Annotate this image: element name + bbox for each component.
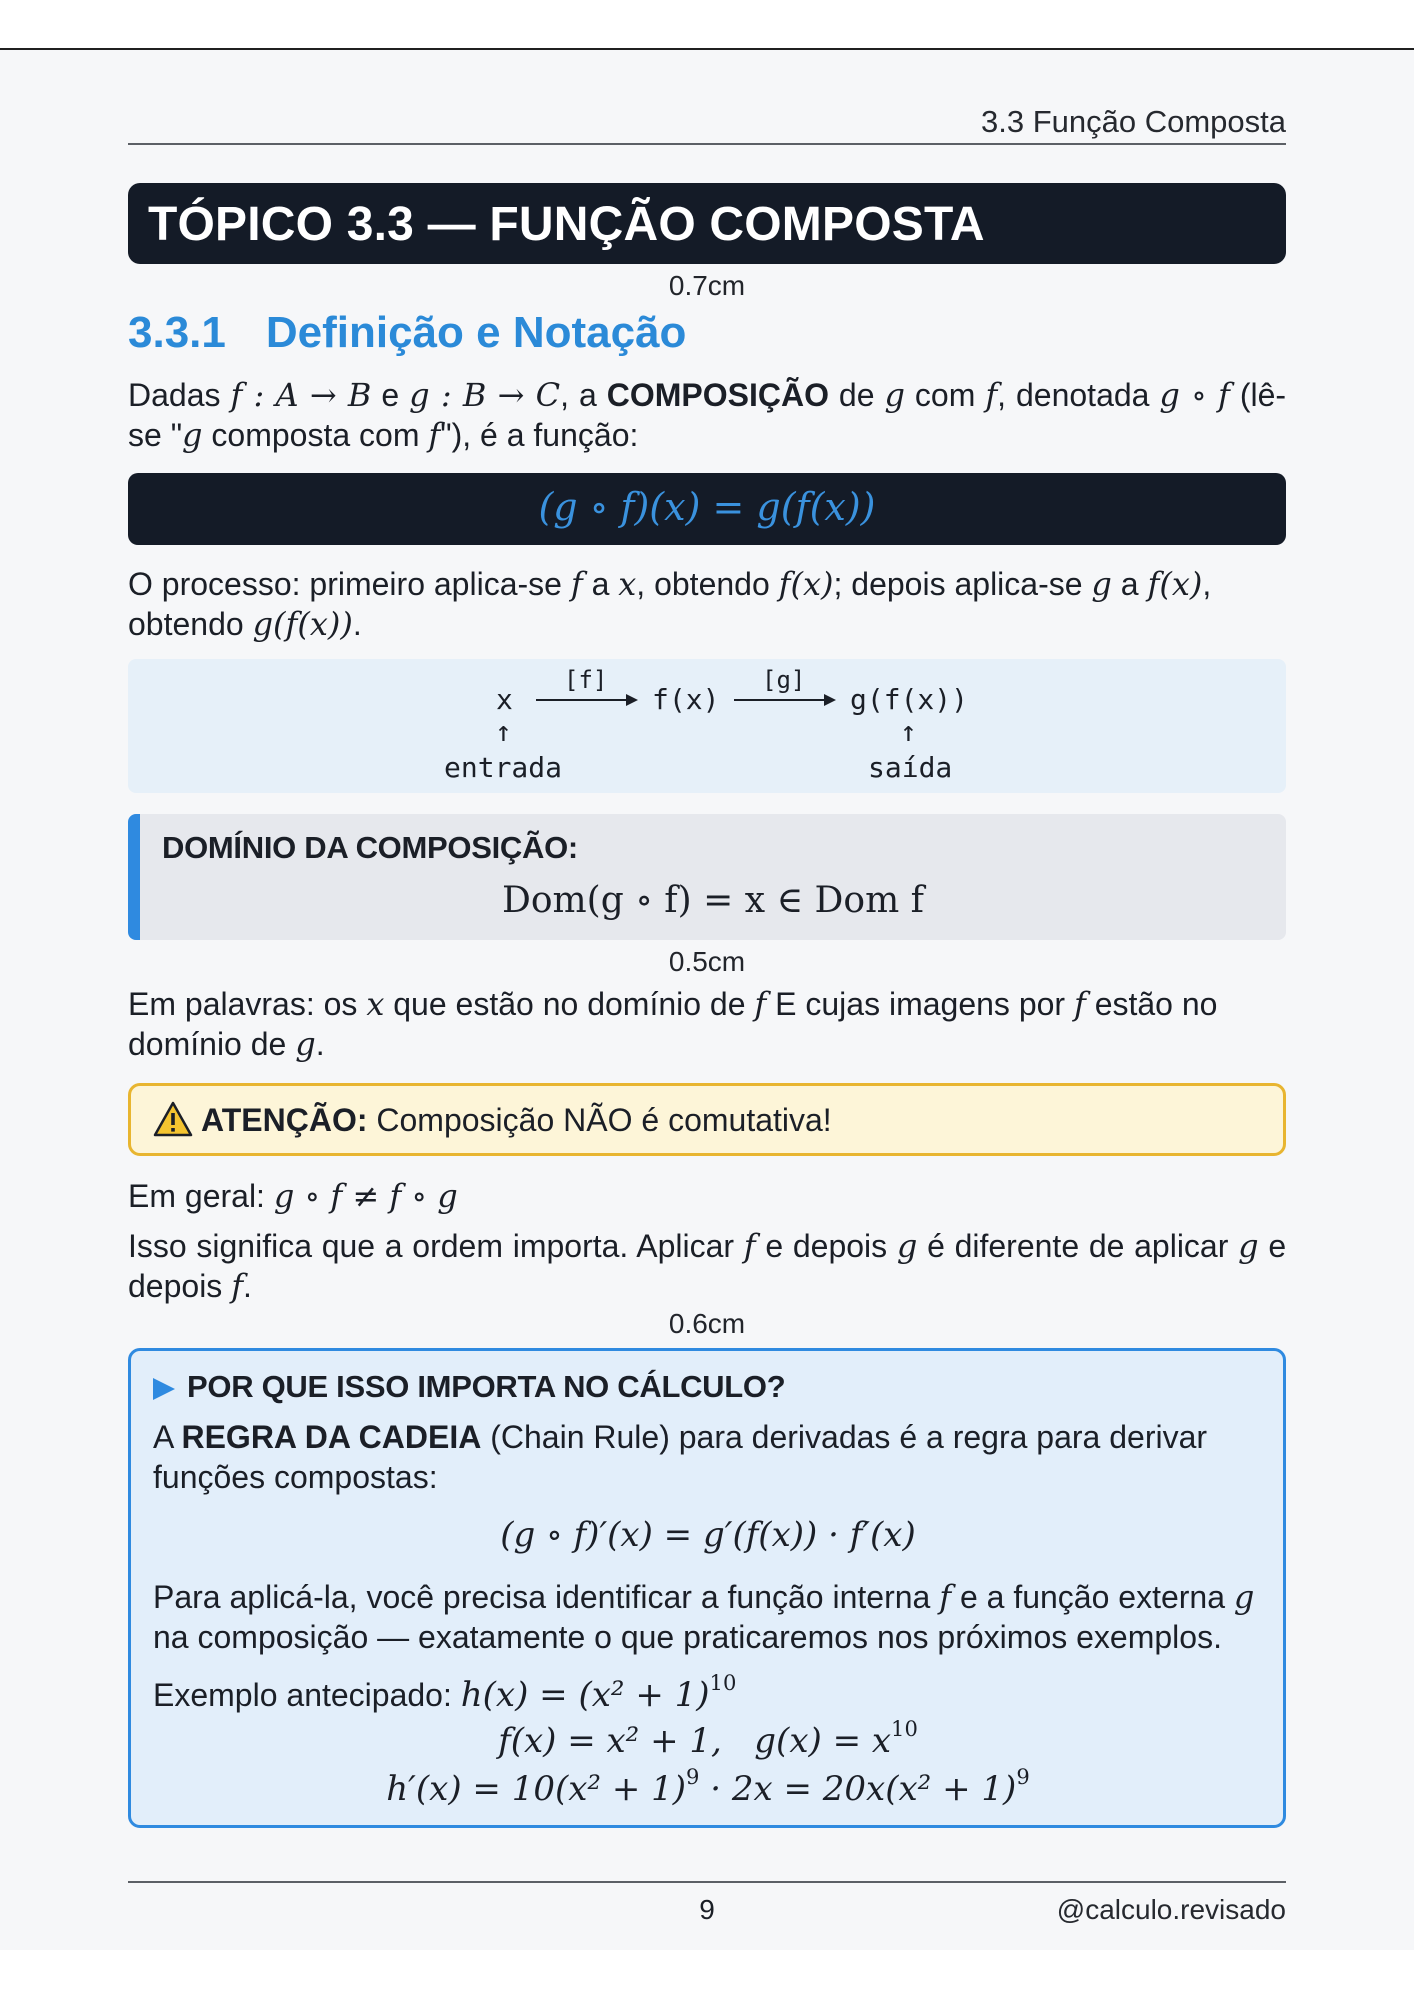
words-paragraph xyxy=(128,984,1286,1064)
flow-arrowhead-g xyxy=(824,694,836,706)
math-inline: f xyxy=(428,416,441,454)
flow-input: x xyxy=(496,683,513,716)
flow-g-label: [g] xyxy=(762,666,806,694)
running-header: 3.3 Função Composta xyxy=(980,104,1286,139)
play-triangle-icon xyxy=(153,1378,175,1400)
derivative-part: · 2x = 20x(x² + 1) xyxy=(710,1769,1017,1809)
main-formula-box: (g ∘ f)(x) = g(f(x)) xyxy=(128,473,1286,545)
math-inline: g xyxy=(884,376,905,414)
up-arrow-icon: ↑ xyxy=(900,715,917,748)
text: e depois xyxy=(128,1228,1287,1304)
section-number: 3.3.1 xyxy=(128,308,226,357)
text: Em palavras: os xyxy=(128,986,358,1022)
why-title xyxy=(153,1369,785,1405)
header-rule xyxy=(128,143,1286,145)
keyword: REGRA DA CADEIA xyxy=(181,1419,482,1455)
math-inline: g xyxy=(182,416,203,454)
keyword: COMPOSIÇÃO xyxy=(606,377,829,413)
general-line xyxy=(128,1176,1286,1216)
why-title-text: POR QUE ISSO IMPORTA NO CÁLCULO? xyxy=(187,1369,786,1404)
math-inline: f xyxy=(1073,985,1086,1023)
math-inline: f xyxy=(939,1578,952,1616)
text: A xyxy=(153,1419,173,1455)
up-arrow-icon: ↑ xyxy=(495,715,512,748)
math-inline: g : B → C xyxy=(409,376,561,414)
math-inline: g xyxy=(1233,1578,1255,1616)
flow-saida-label: saída xyxy=(868,751,953,784)
text: de xyxy=(838,377,875,413)
example-g: g(x) = x xyxy=(754,1721,892,1761)
order-paragraph xyxy=(128,1226,1286,1306)
warning-label: ATENÇÃO: xyxy=(201,1102,368,1138)
text: estão no xyxy=(1094,986,1218,1022)
math-inline: f xyxy=(743,1227,756,1265)
footer-rule xyxy=(128,1881,1286,1883)
text: na composição — exatamente o que praticaremos nos próximos exemplos. xyxy=(153,1619,1222,1655)
math-inline: x xyxy=(366,985,385,1023)
text: . xyxy=(315,1026,325,1062)
math-inline: f xyxy=(231,1267,244,1305)
text: (lê-se " xyxy=(128,377,1287,453)
math-inline: f xyxy=(985,376,998,414)
example-line xyxy=(153,1670,1263,1715)
warning-text: Composição NÃO é comutativa! xyxy=(376,1102,832,1138)
domain-equation: Dom(g ∘ f) = x ∈ Dom f xyxy=(502,880,924,921)
text: (Chain Rule) para derivadas é a regra para derivar funções compostas: xyxy=(153,1419,1208,1495)
spacer-label: 0.5cm xyxy=(668,946,746,977)
math-inline: x xyxy=(618,565,637,603)
text: O processo: primeiro aplica-se xyxy=(128,566,562,602)
flow-arrowhead-f xyxy=(626,694,638,706)
exponent: 10 xyxy=(891,1716,918,1742)
text: que estão no domínio de xyxy=(393,986,746,1022)
text: é diferente de aplicar xyxy=(927,1228,1229,1264)
composition-flow-diagram xyxy=(128,659,1286,793)
chain-rule-formula: (g ∘ f)′(x) = g′(f(x)) · f′(x) xyxy=(500,1515,916,1555)
flow-entrada-label: entrada xyxy=(444,751,563,784)
warning-callout xyxy=(128,1083,1286,1156)
text: Isso significa que a ordem importa. Aplicar xyxy=(128,1228,735,1264)
example-derivative-line xyxy=(153,1764,1263,1809)
math-inline: f(x) xyxy=(1147,565,1203,603)
text: , xyxy=(1202,566,1212,602)
math-inline: f : A → B xyxy=(230,376,372,414)
exponent: 9 xyxy=(1016,1764,1030,1790)
text: e xyxy=(381,377,400,413)
text: domínio de xyxy=(128,1026,287,1062)
domain-title: DOMÍNIO DA COMPOSIÇÃO: xyxy=(162,830,578,865)
text: a xyxy=(591,566,610,602)
text: "), é a função: xyxy=(440,417,639,453)
chain-rule-paragraph xyxy=(153,1417,1263,1497)
math-inline xyxy=(460,1670,737,1715)
example-f: f(x) = x² + 1, xyxy=(498,1721,722,1761)
text: composta com xyxy=(211,417,420,453)
text: Em geral: xyxy=(128,1178,265,1214)
spacer-label: 0.7cm xyxy=(668,270,746,301)
math-inline: f(x) xyxy=(778,565,834,603)
math-inline: g xyxy=(1238,1227,1259,1265)
section-title xyxy=(128,308,686,358)
text: Para aplicá-la, você precisa identificar a função interna xyxy=(153,1579,931,1615)
domain-callout xyxy=(128,814,1286,940)
text: e a função externa xyxy=(959,1579,1226,1615)
math-inline: g xyxy=(896,1227,918,1265)
math-inline: g xyxy=(1091,565,1112,603)
text: ; depois aplica-se xyxy=(833,566,1083,602)
text: , obtendo xyxy=(636,566,770,602)
social-handle: @calculo.revisado xyxy=(1056,1894,1286,1925)
math-inline: g xyxy=(295,1025,316,1063)
text: a xyxy=(1120,566,1139,602)
text: com xyxy=(914,377,976,413)
flow-fx: f(x) xyxy=(652,683,720,716)
text: , denotada xyxy=(997,377,1150,413)
math-inline: g ∘ f xyxy=(1159,376,1230,414)
text: . xyxy=(243,1268,252,1304)
process-paragraph xyxy=(128,564,1286,644)
text: , a xyxy=(560,377,597,413)
flow-arrow-f xyxy=(536,699,628,701)
exponent: 10 xyxy=(709,1670,737,1696)
exponent: 9 xyxy=(686,1764,700,1790)
page-number: 9 xyxy=(699,1894,715,1925)
text: Dadas xyxy=(128,377,221,413)
text: obtendo xyxy=(128,606,244,642)
why-it-matters-callout xyxy=(128,1348,1286,1828)
text: Exemplo antecipado: xyxy=(153,1677,452,1713)
spacer-label: 0.6cm xyxy=(668,1308,746,1339)
flow-f-label: [f] xyxy=(564,666,608,694)
example-h: h(x) = (x² + 1) xyxy=(460,1675,710,1715)
derivative-part: h′(x) = 10(x² + 1) xyxy=(386,1769,687,1809)
example-fg-line xyxy=(153,1716,1263,1761)
definition-paragraph xyxy=(128,375,1286,455)
math-inline: f xyxy=(754,985,767,1023)
math-inline: g ∘ f ≠ f ∘ g xyxy=(273,1177,458,1215)
section-name: Definição e Notação xyxy=(265,308,687,357)
text: . xyxy=(352,606,362,642)
text: e depois xyxy=(765,1228,888,1264)
warning-icon xyxy=(153,1101,193,1137)
math-inline: g(f(x)) xyxy=(252,605,353,643)
flow-arrow-g xyxy=(734,699,826,701)
math-inline: f xyxy=(570,565,583,603)
topic-banner: TÓPICO 3.3 — FUNÇÃO COMPOSTA xyxy=(128,183,1286,264)
apply-paragraph xyxy=(153,1577,1263,1657)
text: E cujas imagens por xyxy=(775,986,1066,1022)
flow-output: g(f(x)) xyxy=(850,683,969,716)
